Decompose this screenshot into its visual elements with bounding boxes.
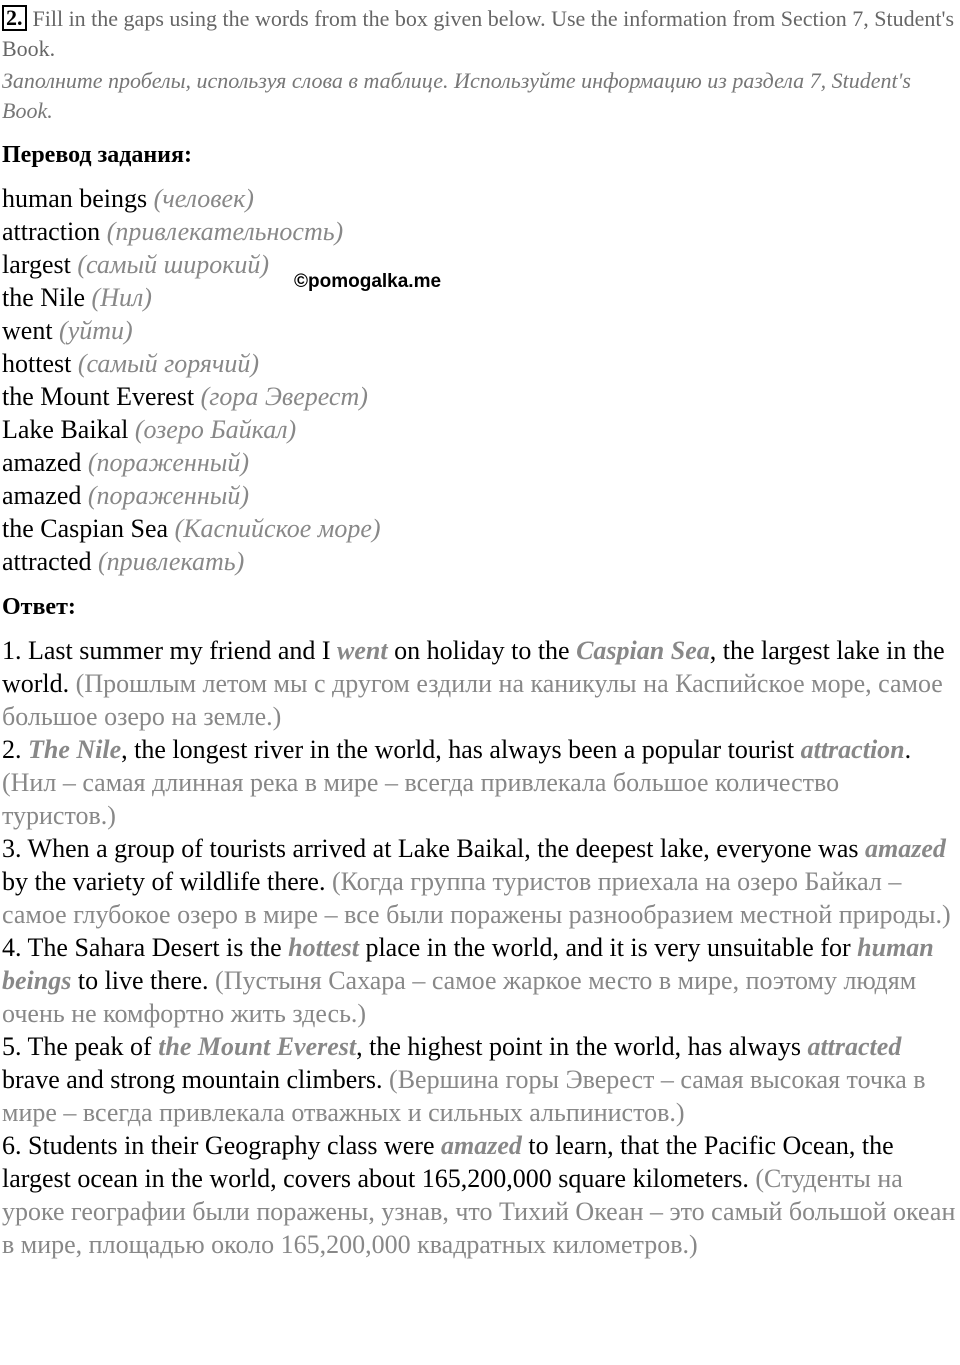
answer-keyword: the Mount Everest <box>158 1032 357 1061</box>
answer-text: 1. Last summer my friend and I <box>2 636 338 665</box>
word-translation: (привлекать) <box>98 547 245 576</box>
word-en: attracted <box>2 547 92 576</box>
answer-item <box>2 1129 958 1261</box>
word-item <box>2 479 958 512</box>
answer-text: , the highest point in the world, has always <box>356 1032 808 1061</box>
word-item <box>2 215 958 248</box>
task-instruction <box>2 4 958 64</box>
word-item <box>2 545 958 578</box>
word-translation: (Нил) <box>91 283 152 312</box>
word-item <box>2 446 958 479</box>
word-en: attraction <box>2 217 101 246</box>
word-translation: (озеро Байкал) <box>134 415 297 444</box>
word-list <box>2 182 958 578</box>
answer-translation: (Прошлым летом мы с другом ездили на каникулы на Каспийское море, самое большое озеро на земле.) <box>2 669 943 731</box>
document-page <box>2 4 958 1261</box>
answer-text: , the longest river in the world, has always been a popular tourist <box>121 735 801 764</box>
word-en: Lake Baikal <box>2 415 129 444</box>
word-en: the Nile <box>2 283 86 312</box>
answer-title: Ответ: <box>2 594 76 620</box>
word-en: amazed <box>2 481 82 510</box>
answer-text: brave and strong mountain climbers. <box>2 1065 390 1094</box>
answer-item <box>2 634 958 733</box>
answer-text: , the largest lake in the world. <box>2 636 945 698</box>
answer-item <box>2 931 958 1030</box>
word-item <box>2 413 958 446</box>
word-item <box>2 182 958 215</box>
word-en: largest <box>2 250 71 279</box>
word-translation: (уйти) <box>59 316 133 345</box>
answer-keyword: attracted <box>807 1032 902 1061</box>
answer-translation: (Вершина горы Эверест – самая высокая точка в мире – всегда привлекала отважных и сильных альпинистов.) <box>2 1065 926 1127</box>
answer-keyword: hottest <box>288 933 359 962</box>
answer-text: to learn, that the Pacific Ocean, the largest ocean in the world, covers about 165,200,000 square kilometers. <box>2 1131 894 1193</box>
answer-translation: (Пустыня Сахара – самое жаркое место в мире, поэтому людям очень не комфортно жить здесь.) <box>2 966 917 1028</box>
answer-keyword: went <box>337 636 388 665</box>
word-item <box>2 380 958 413</box>
task-instruction-ru: Заполните пробелы, используя слова в таблице. Используйте информацию из раздела 7, Student's Book. <box>2 68 911 123</box>
answer-text: 2. <box>2 735 28 764</box>
answer-text: 3. When a group of tourists arrived at Lake Baikal, the deepest lake, everyone was <box>2 834 865 863</box>
translation-title: Перевод задания: <box>2 142 192 168</box>
answer-text: 5. The peak of <box>2 1032 159 1061</box>
answer-translation: (Студенты на уроке географии были поражены, узнав, что Тихий Океан – это самый большой океан в мире, площадью около 165,200,000 квадратных километров.) <box>2 1164 956 1259</box>
word-item <box>2 512 958 545</box>
watermark: ©pomogalka.me <box>294 271 442 292</box>
word-translation: (пораженный) <box>87 448 249 477</box>
answer-item <box>2 832 958 931</box>
word-translation: (Каспийское море) <box>174 514 381 543</box>
answer-text: 4. The Sahara Desert is the <box>2 933 289 962</box>
answer-translation: (Нил – самая длинная река в мире – всегда привлекала большое количество туристов.) <box>2 768 840 830</box>
word-translation: (самый широкий) <box>77 250 270 279</box>
word-item <box>2 347 958 380</box>
word-translation: (гора Эверест) <box>200 382 368 411</box>
task-number: 2. <box>2 5 27 31</box>
word-item <box>2 248 958 281</box>
word-translation: (самый горячий) <box>77 349 260 378</box>
word-item <box>2 314 958 347</box>
answer-keyword: The Nile <box>28 735 122 764</box>
answer-translation: (Когда группа туристов приехала на озеро Байкал – самое глубокое озеро в мире – все были поражены разнообразием местной природы.) <box>2 867 951 929</box>
word-en: went <box>2 316 53 345</box>
answer-text: on holiday to the <box>387 636 577 665</box>
answer-keyword: human beings <box>2 933 934 995</box>
answer-keyword: attraction <box>800 735 905 764</box>
answer-text: by the variety of wildlife there. <box>2 867 332 896</box>
word-en: the Caspian Sea <box>2 514 169 543</box>
answer-text: place in the world, and it is very unsuitable for <box>358 933 858 962</box>
answer-text: . <box>904 735 912 764</box>
word-translation: (человек) <box>153 184 254 213</box>
answer-item <box>2 1030 958 1129</box>
word-translation: (пораженный) <box>87 481 249 510</box>
answer-keyword: amazed <box>441 1131 522 1160</box>
word-en: amazed <box>2 448 82 477</box>
answer-item <box>2 733 958 832</box>
word-en: human beings <box>2 184 148 213</box>
word-item <box>2 281 958 314</box>
answer-text: 6. Students in their Geography class were <box>2 1131 442 1160</box>
word-en: hottest <box>2 349 72 378</box>
answer-text: to live there. <box>71 966 216 995</box>
answer-keyword: Caspian Sea <box>576 636 710 665</box>
answer-list <box>2 634 958 1261</box>
task-instruction-en: Fill in the gaps using the words from the box given below. Use the information from Section 7, Student's Book. <box>2 6 955 61</box>
word-en: the Mount Everest <box>2 382 195 411</box>
word-translation: (привлекательность) <box>106 217 344 246</box>
answer-keyword: amazed <box>865 834 946 863</box>
